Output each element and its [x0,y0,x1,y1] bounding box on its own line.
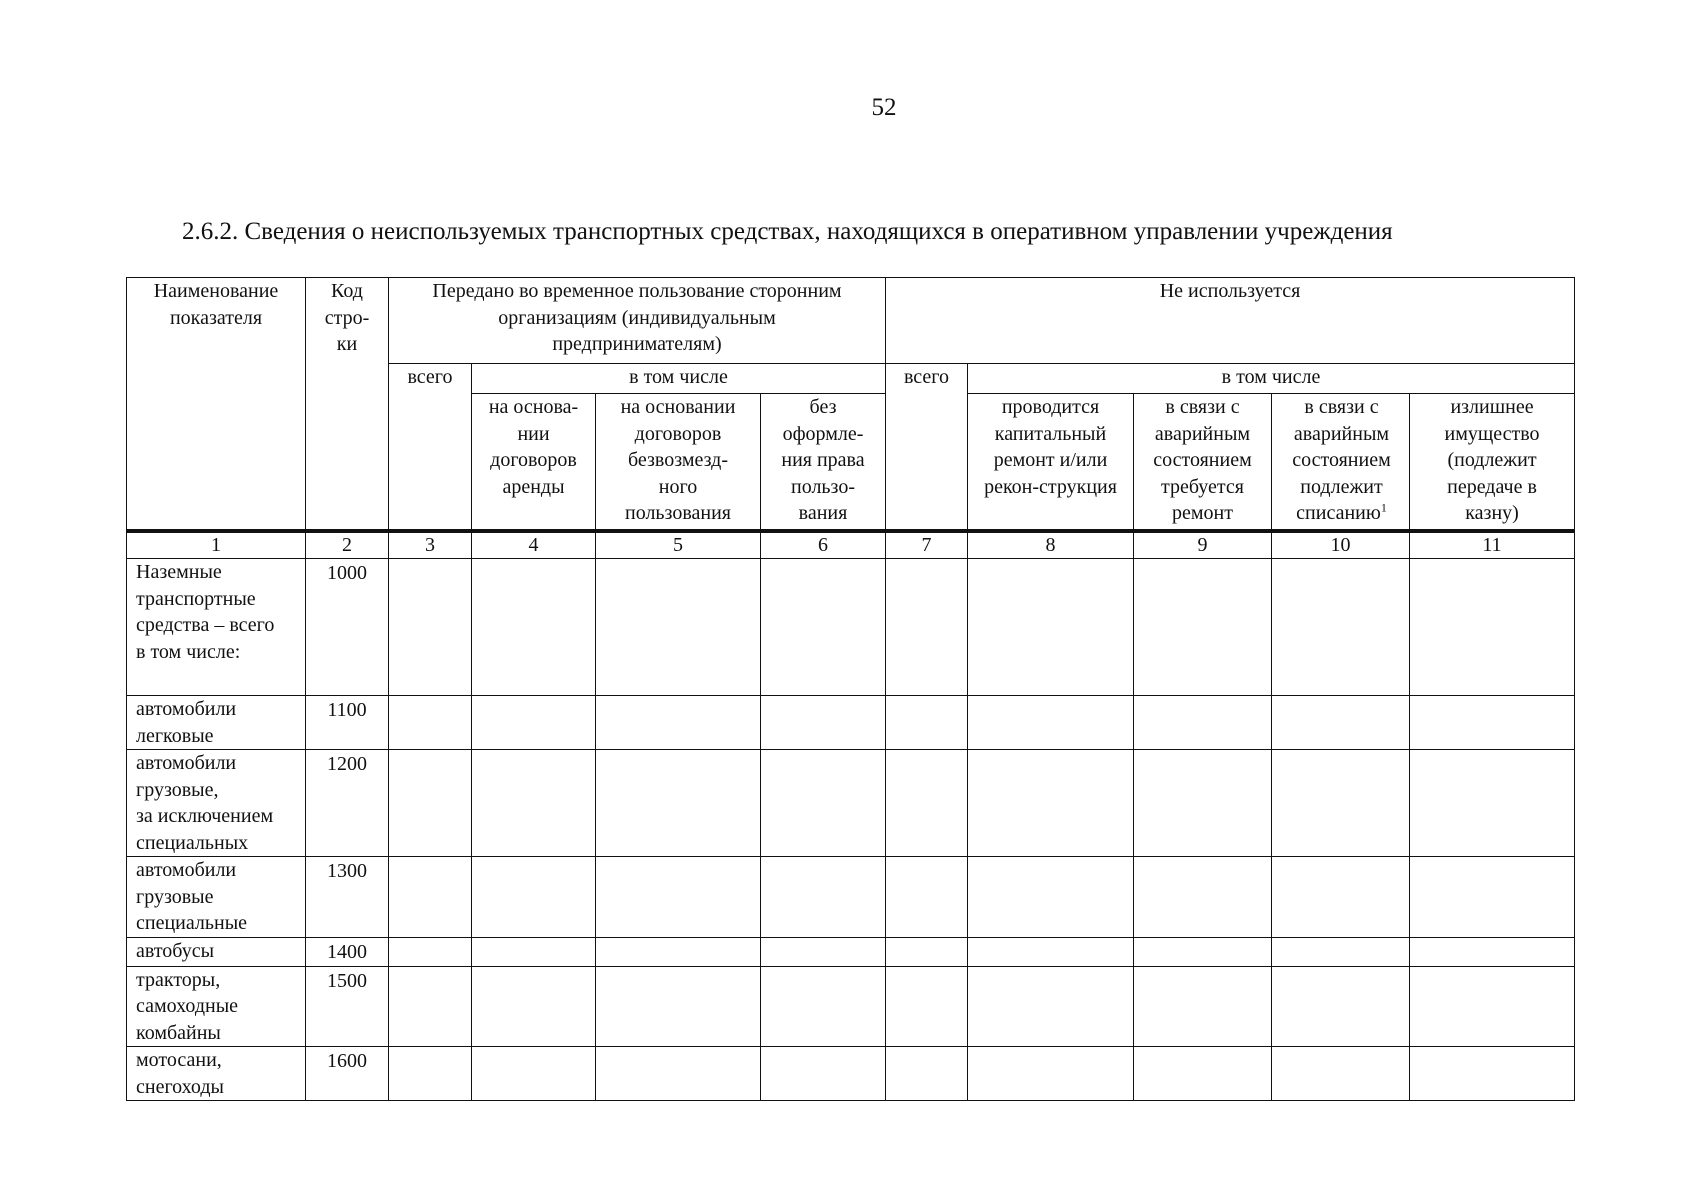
value-cell [968,696,1134,750]
value-cell [886,857,968,938]
row-code: 1000 [306,559,389,696]
row-name: автобусы [127,937,306,966]
header-col-8: проводится капитальный ремонт и/или рекон-струкция [968,394,1134,531]
value-cell [1410,559,1575,696]
value-cell [596,696,761,750]
value-cell [1272,937,1410,966]
row-code: 1500 [306,966,389,1047]
header-code: Код стро-ки [306,278,389,531]
header-col-4: на основа-нии договоров аренды [472,394,596,531]
value-cell [761,937,886,966]
value-cell [1410,966,1575,1047]
value-cell [472,696,596,750]
row-name: мотосани, снегоходы [127,1047,306,1101]
header-col-10 [1272,394,1410,531]
column-number: 11 [1410,531,1575,559]
value-cell [1134,937,1272,966]
header-transferred-total: всего [389,364,472,531]
column-number: 6 [761,531,886,559]
value-cell [886,937,968,966]
value-cell [472,750,596,857]
row-name: автомобили грузовые специальные [127,857,306,938]
value-cell [968,750,1134,857]
column-number: 1 [127,531,306,559]
header-col-9: в связи с аварийным состоянием требуется ремонт [1134,394,1272,531]
row-code: 1600 [306,1047,389,1101]
value-cell [596,857,761,938]
value-cell [1134,857,1272,938]
header-name: Наименование показателя [127,278,306,531]
value-cell [968,937,1134,966]
value-cell [761,750,886,857]
value-cell [596,1047,761,1101]
header-not-used-including: в том числе [968,364,1575,394]
value-cell [596,750,761,857]
value-cell [1410,1047,1575,1101]
value-cell [1410,857,1575,938]
row-code: 1200 [306,750,389,857]
header-transferred-including: в том числе [472,364,886,394]
value-cell [1272,696,1410,750]
value-cell [596,937,761,966]
row-name: автомобили легковые [127,696,306,750]
row-code: 1400 [306,937,389,966]
transport-table [126,277,1575,1101]
table-row [127,966,1575,1047]
value-cell [1134,696,1272,750]
value-cell [472,937,596,966]
value-cell [1272,559,1410,696]
data-rows [127,559,1575,1101]
value-cell [1410,937,1575,966]
value-cell [472,559,596,696]
value-cell [761,966,886,1047]
value-cell [968,1047,1134,1101]
value-cell [1134,750,1272,857]
column-number: 7 [886,531,968,559]
column-number: 10 [1272,531,1410,559]
footnote-marker: 1 [1380,500,1387,515]
value-cell [596,966,761,1047]
column-number: 2 [306,531,389,559]
value-cell [472,857,596,938]
value-cell [389,750,472,857]
row-code: 1300 [306,857,389,938]
column-number: 4 [472,531,596,559]
value-cell [1272,750,1410,857]
header-col-6: без оформле-ния права пользо-вания [761,394,886,531]
page-number: 52 [871,94,897,121]
row-code: 1100 [306,696,389,750]
table-row [127,750,1575,857]
table-row [127,937,1575,966]
column-number: 5 [596,531,761,559]
value-cell [761,857,886,938]
section-title: 2.6.2. Сведения о неиспользуемых транспортных средствах, находящихся в оперативном управлении учреждения [182,218,1393,245]
value-cell [1410,696,1575,750]
header-col-5: на основании договоров безвозмезд-ного пользования [596,394,761,531]
value-cell [968,559,1134,696]
header-col-11: излишнее имущество (подлежит передаче в казну) [1410,394,1575,531]
value-cell [886,966,968,1047]
header-transferred: Передано во временное пользование сторонним организациям (индивидуальным предпринимателям) [389,278,886,364]
value-cell [761,559,886,696]
value-cell [389,559,472,696]
value-cell [1272,966,1410,1047]
value-cell [1410,750,1575,857]
header-col-10-text: в связи с аварийным состоянием подлежит списанию [1292,396,1391,524]
value-cell [472,966,596,1047]
value-cell [389,937,472,966]
row-name: Наземные транспортные средства – всего в том числе: [127,559,306,696]
value-cell [1272,1047,1410,1101]
header-not-used-total: всего [886,364,968,531]
header-not-used: Не используется [886,278,1575,364]
value-cell [886,1047,968,1101]
value-cell [1272,857,1410,938]
value-cell [389,1047,472,1101]
table-row [127,1047,1575,1101]
value-cell [886,750,968,857]
column-number: 3 [389,531,472,559]
row-name: тракторы, самоходные комбайны [127,966,306,1047]
value-cell [886,559,968,696]
row-name: автомобили грузовые, за исключением специальных [127,750,306,857]
column-number: 8 [968,531,1134,559]
value-cell [472,1047,596,1101]
header-row-1 [127,278,1575,364]
value-cell [1134,966,1272,1047]
value-cell [761,1047,886,1101]
table-row [127,857,1575,938]
table-row [127,559,1575,696]
value-cell [389,857,472,938]
value-cell [761,696,886,750]
value-cell [968,966,1134,1047]
value-cell [1134,559,1272,696]
column-numbers-row [127,531,1575,559]
value-cell [968,857,1134,938]
value-cell [389,966,472,1047]
value-cell [389,696,472,750]
value-cell [886,696,968,750]
value-cell [1134,1047,1272,1101]
column-number: 9 [1134,531,1272,559]
table-row [127,696,1575,750]
value-cell [596,559,761,696]
